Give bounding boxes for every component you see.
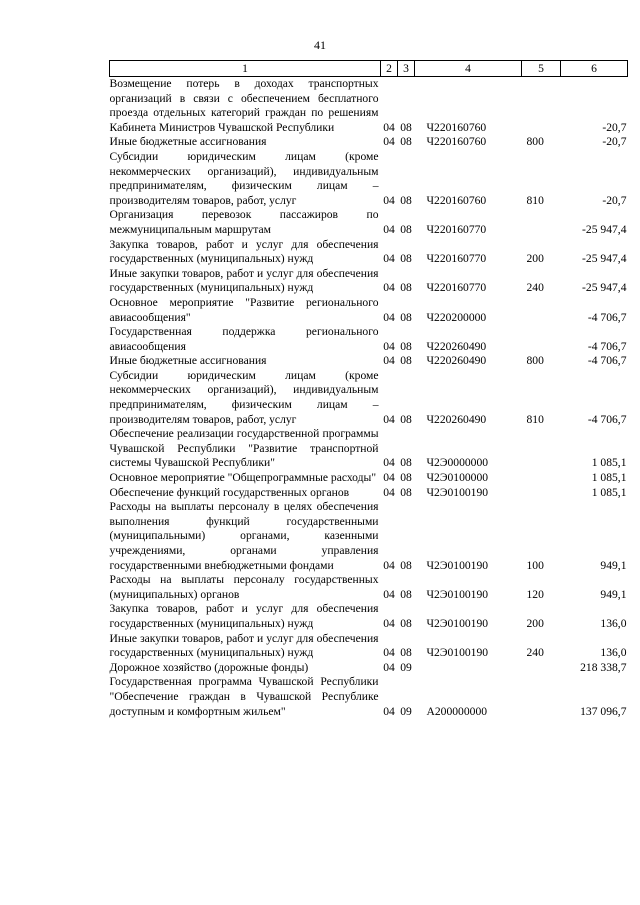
subsection-code: 08: [400, 456, 412, 470]
expense-type-code: [522, 661, 561, 676]
target-article-code: Ч220160760: [426, 193, 487, 207]
table-row: [110, 573, 628, 602]
target-article-code: Ч220160770: [426, 252, 487, 266]
section-code: 04: [383, 456, 395, 470]
header-col-5: 5: [522, 61, 561, 77]
table-row: [110, 427, 628, 471]
budget-table: [109, 60, 628, 719]
section-code: 04: [383, 310, 395, 324]
amount: 136,0: [600, 616, 627, 630]
subsection-code: 08: [400, 646, 412, 660]
amount: 137 096,7: [580, 704, 627, 718]
item-name: Субсидии юридическим лицам (кроме некоммерческих организаций), индивидуальным предпринимателям, физическим лицам – производителям товаров, работ, услуг: [109, 368, 379, 426]
subsection-code: 08: [400, 471, 412, 485]
subsection-code: 08: [400, 135, 412, 149]
expense-type-code: 810: [526, 193, 544, 207]
target-article-code: Ч2Э0100190: [426, 587, 489, 601]
target-article-code: Ч220160770: [426, 222, 487, 236]
expense-type-code: 100: [526, 558, 544, 572]
section-code: 04: [383, 485, 395, 499]
table-row: [110, 135, 628, 150]
expense-type-code: 200: [526, 252, 544, 266]
target-article-code: Ч2Э0000000: [426, 456, 489, 470]
subsection-code: 08: [400, 310, 412, 324]
expense-type-code: 240: [526, 281, 544, 295]
amount: -25 947,4: [582, 252, 627, 266]
item-name: Иные бюджетные ассигнования: [109, 135, 267, 149]
item-name: Закупка товаров, работ и услуг для обеспечения государственных (муниципальных) нужд: [109, 237, 379, 266]
table-row: [110, 632, 628, 661]
target-article-code: Ч220260490: [426, 354, 487, 368]
amount: 1 085,1: [591, 471, 627, 485]
subsection-code: 09: [400, 704, 412, 718]
subsection-code: 08: [400, 339, 412, 353]
header-col-1: 1: [110, 61, 381, 77]
expense-type-code: 810: [526, 412, 544, 426]
section-code: 04: [383, 120, 395, 134]
amount: -4 706,7: [587, 310, 627, 324]
table-row: [110, 238, 628, 267]
table-row: [110, 486, 628, 501]
expense-type-code: [522, 486, 561, 501]
target-article-code: Ч220260490: [426, 412, 487, 426]
header-col-3: 3: [398, 61, 415, 77]
target-article-code: Ч2Э0100190: [426, 558, 489, 572]
expense-type-code: 240: [526, 646, 544, 660]
expense-type-code: 800: [526, 135, 544, 149]
item-name: Основное мероприятие "Развитие регионального авиасообщения": [109, 295, 379, 324]
amount: -20,7: [602, 193, 627, 207]
target-article-code: Ч220160760: [426, 135, 487, 149]
item-name: Закупка товаров, работ и услуг для обеспечения государственных (муниципальных) нужд: [109, 602, 379, 630]
target-article-code: А200000000: [426, 704, 488, 718]
amount: -4 706,7: [587, 412, 627, 426]
expense-type-code: 800: [526, 354, 544, 368]
amount: 949,1: [600, 587, 627, 601]
target-article-code: Ч220200000: [426, 310, 487, 324]
table-body: [110, 77, 628, 720]
amount: -20,7: [602, 135, 627, 149]
amount: 1 085,1: [591, 485, 627, 499]
table-row: [110, 208, 628, 237]
item-name: Основное мероприятие "Общепрограммные расходы": [109, 471, 377, 485]
table-row: [110, 369, 628, 427]
item-name: Государственная программа Чувашской Республики "Обеспечение граждан в Чувашской Республике доступным и комфортным жильем": [109, 675, 379, 718]
section-code: 04: [383, 660, 395, 674]
section-code: 04: [383, 704, 395, 718]
expense-type-code: 120: [526, 587, 544, 601]
expense-type-code: [522, 296, 561, 325]
amount: -4 706,7: [587, 354, 627, 368]
expense-type-code: [522, 675, 561, 719]
section-code: 04: [383, 412, 395, 426]
table-row: [110, 325, 628, 354]
table-row: [110, 500, 628, 573]
subsection-code: 09: [400, 660, 412, 674]
item-name: Обеспечение реализации государственной программы Чувашской Республики "Развитие транспортной системы Чувашской Республики": [109, 427, 379, 470]
target-article-code: [415, 661, 522, 676]
subsection-code: 08: [400, 616, 412, 630]
amount: 218 338,7: [580, 660, 627, 674]
expense-type-code: [522, 427, 561, 471]
item-name: Расходы на выплаты персоналу в целях обеспечения выполнения функций государственными (муниципальными) органами, казенными учреждениями, органами управления государственными внебюджетными фондами: [109, 500, 379, 572]
section-code: 04: [383, 471, 395, 485]
item-name: Государственная поддержка регионального авиасообщения: [109, 325, 379, 353]
section-code: 04: [383, 193, 395, 207]
subsection-code: 08: [400, 412, 412, 426]
subsection-code: 08: [400, 281, 412, 295]
item-name: Иные закупки товаров, работ и услуг для обеспечения государственных (муниципальных) нужд: [109, 631, 379, 660]
expense-type-code: 200: [526, 616, 544, 630]
item-name: Субсидии юридическим лицам (кроме некоммерческих организаций), индивидуальным предпринимателям, физическим лицам – производителям товаров, работ, услуг: [109, 149, 379, 207]
section-code: 04: [383, 587, 395, 601]
amount: -4 706,7: [587, 339, 627, 353]
section-code: 04: [383, 252, 395, 266]
expense-type-code: [522, 471, 561, 486]
table-row: [110, 267, 628, 296]
page-number: 41: [314, 38, 326, 52]
section-code: 04: [383, 558, 395, 572]
section-code: 04: [383, 222, 395, 236]
table-row: [110, 354, 628, 369]
item-name: Возмещение потерь в доходах транспортных организаций в связи с обеспечением бесплатного проезда отдельных категорий граждан по решениям Кабинета Министров Чувашской Республики: [109, 77, 379, 134]
amount: 1 085,1: [591, 456, 627, 470]
subsection-code: 08: [400, 354, 412, 368]
target-article-code: Ч220260490: [426, 339, 487, 353]
section-code: 04: [383, 616, 395, 630]
table-row: [110, 602, 628, 631]
target-article-code: Ч2Э0100190: [426, 616, 489, 630]
item-name: Дорожное хозяйство (дорожные фонды): [109, 660, 309, 674]
expense-type-code: [522, 77, 561, 136]
header-row: [110, 61, 628, 77]
subsection-code: 08: [400, 222, 412, 236]
amount: -20,7: [602, 120, 627, 134]
item-name: Расходы на выплаты персоналу государственных (муниципальных) органов: [109, 573, 379, 601]
section-code: 04: [383, 135, 395, 149]
target-article-code: Ч220160760: [426, 120, 487, 134]
subsection-code: 08: [400, 558, 412, 572]
subsection-code: 08: [400, 252, 412, 266]
subsection-code: 08: [400, 587, 412, 601]
target-article-code: Ч220160770: [426, 281, 487, 295]
target-article-code: Ч2Э0100000: [426, 471, 489, 485]
table-row: [110, 77, 628, 136]
table-row: [110, 296, 628, 325]
item-name: Организация перевозок пассажиров по межмуниципальным маршрутам: [109, 208, 379, 236]
item-name: Иные закупки товаров, работ и услуг для обеспечения государственных (муниципальных) нужд: [109, 266, 379, 295]
target-article-code: Ч2Э0100190: [426, 485, 489, 499]
section-code: 04: [383, 354, 395, 368]
table-row: [110, 150, 628, 208]
section-code: 04: [383, 339, 395, 353]
item-name: Иные бюджетные ассигнования: [109, 354, 267, 368]
header-col-6: 6: [561, 61, 628, 77]
subsection-code: 08: [400, 120, 412, 134]
expense-type-code: [522, 325, 561, 354]
amount: 949,1: [600, 558, 627, 572]
amount: 136,0: [600, 646, 627, 660]
amount: -25 947,4: [582, 222, 627, 236]
target-article-code: Ч2Э0100190: [426, 646, 489, 660]
header-col-2: 2: [381, 61, 398, 77]
section-code: 04: [383, 281, 395, 295]
amount: -25 947,4: [582, 281, 627, 295]
table-row: [110, 661, 628, 676]
expense-type-code: [522, 208, 561, 237]
item-name: Обеспечение функций государственных органов: [109, 485, 350, 499]
table-row: [110, 471, 628, 486]
table-row: [110, 675, 628, 719]
section-code: 04: [383, 646, 395, 660]
subsection-code: 08: [400, 485, 412, 499]
subsection-code: 08: [400, 193, 412, 207]
header-col-4: 4: [415, 61, 522, 77]
